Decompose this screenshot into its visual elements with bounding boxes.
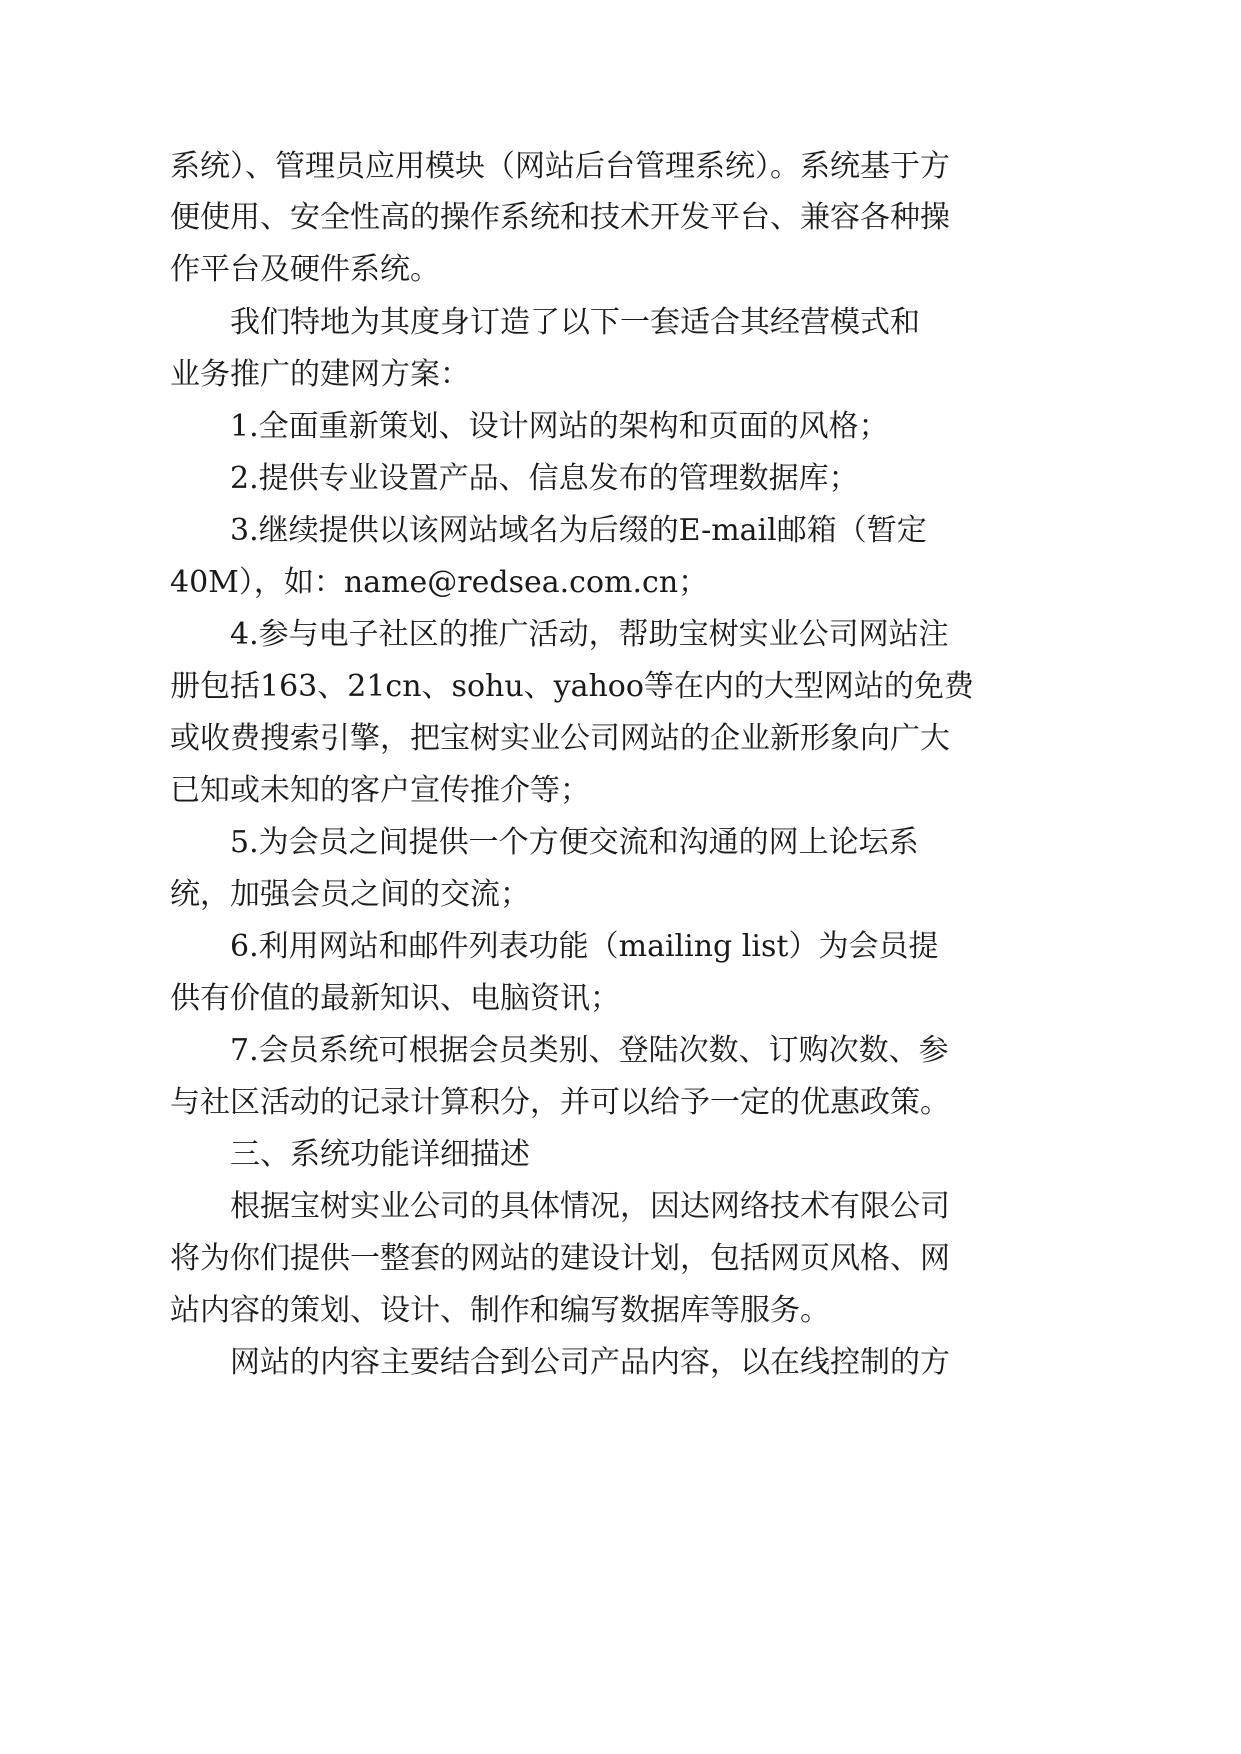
text-line: 5.为会员之间提供一个方便交流和沟通的网上论坛系 bbox=[230, 825, 919, 860]
text-line: 我们特地为其度身订造了以下一套适合其经营模式和 bbox=[230, 305, 920, 340]
text-line: 供有价值的最新知识、电脑资讯； bbox=[170, 981, 620, 1016]
text-line: 40M），如：name@redsea.com.cn； bbox=[170, 565, 709, 600]
text-line: 将为你们提供一整套的网站的建设计划，包括网页风格、网 bbox=[170, 1241, 950, 1276]
text-line: 4.参与电子社区的推广活动，帮助宝树实业公司网站注 bbox=[230, 617, 949, 652]
text-line: 1.全面重新策划、设计网站的架构和页面的风格； bbox=[230, 409, 889, 444]
text-line: 7.会员系统可根据会员类别、登陆次数、订购次数、参 bbox=[230, 1033, 949, 1068]
text-line: 业务推广的建网方案： bbox=[170, 357, 470, 392]
text-line: 2.提供专业设置产品、信息发布的管理数据库； bbox=[230, 461, 859, 496]
text-line: 系统）、管理员应用模块（网站后台管理系统）。系统基于方 bbox=[170, 149, 950, 184]
text-line: 3.继续提供以该网站域名为后缀的E-mail邮箱（暂定 bbox=[230, 513, 927, 548]
text-line: 网站的内容主要结合到公司产品内容，以在线控制的方 bbox=[230, 1345, 950, 1380]
text-line: 站内容的策划、设计、制作和编写数据库等服务。 bbox=[170, 1293, 830, 1328]
text-line: 作平台及硬件系统。 bbox=[170, 252, 440, 287]
text-line: 册包括163、21cn、sohu、yahoo等在内的大型网站的免费 bbox=[170, 669, 974, 704]
text-line: 或收费搜索引擎，把宝树实业公司网站的企业新形象向广大 bbox=[170, 721, 950, 756]
section-heading: 三、系统功能详细描述 bbox=[230, 1137, 530, 1172]
text-line: 统，加强会员之间的交流； bbox=[170, 877, 530, 912]
text-line: 已知或未知的客户宣传推介等； bbox=[170, 773, 590, 808]
text-line: 便使用、安全性高的操作系统和技术开发平台、兼容各种操 bbox=[170, 200, 950, 235]
text-line: 6.利用网站和邮件列表功能（mailing list）为会员提 bbox=[230, 929, 939, 964]
text-line: 与社区活动的记录计算积分，并可以给予一定的优惠政策。 bbox=[170, 1085, 950, 1120]
text-line: 根据宝树实业公司的具体情况，因达网络技术有限公司 bbox=[230, 1189, 950, 1224]
